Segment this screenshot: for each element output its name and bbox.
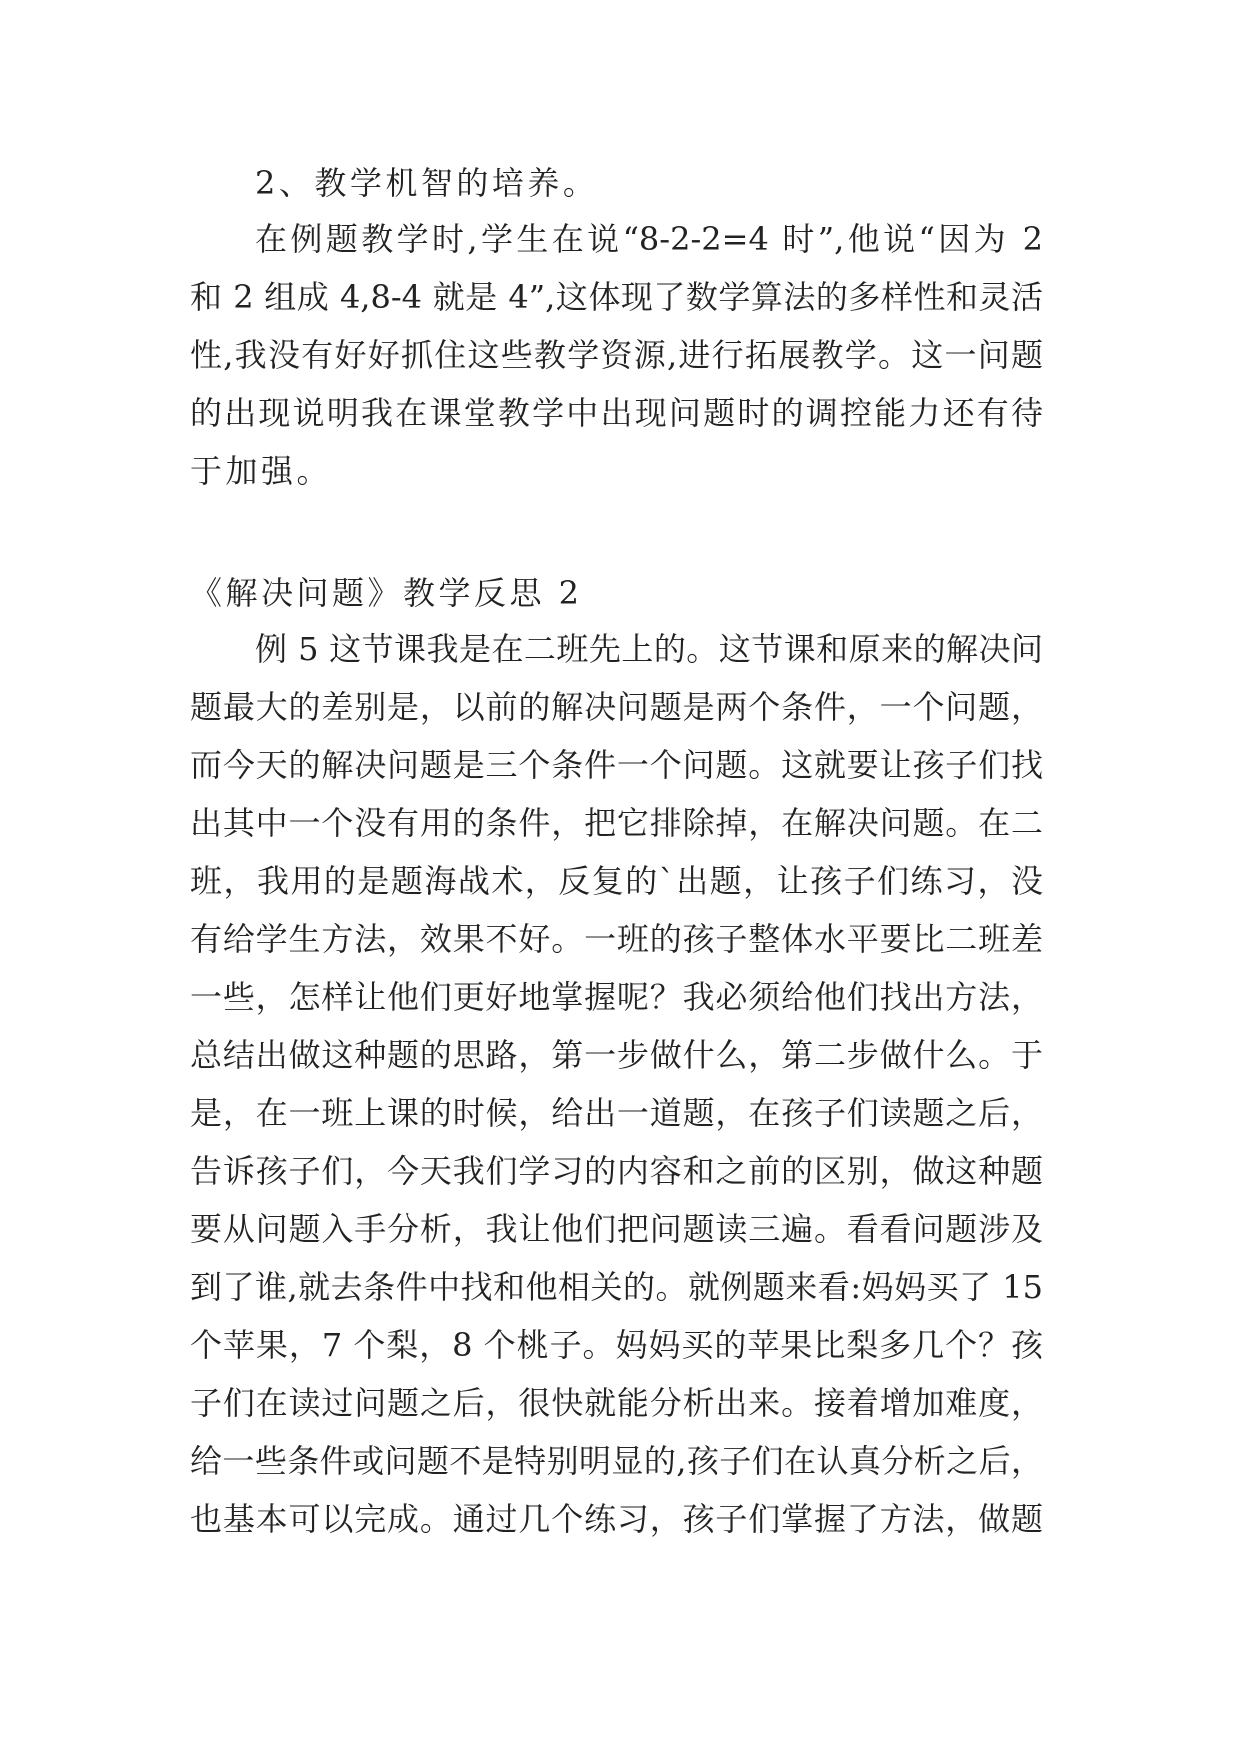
paragraph-line: 是，在一班上课的时候，给出一道题，在孩子们读题之后， bbox=[190, 1094, 1043, 1132]
paragraph-line: 一些，怎样让他们更好地掌握呢？我必须给他们找出方法， bbox=[190, 978, 1043, 1016]
paragraph-line: 个苹果，7 个梨，8 个桃子。妈妈买的苹果比梨多几个？孩 bbox=[190, 1326, 1043, 1364]
paragraph-line: 性,我没有好好抓住这些教学资源,进行拓展教学。这一问题 bbox=[190, 336, 1043, 374]
paragraph-line: 子们在读过问题之后，很快就能分析出来。接着增加难度， bbox=[190, 1384, 1043, 1422]
paragraph-line: 在例题教学时,学生在说“8-2-2=4 时”,他说“因为 2 bbox=[255, 220, 1043, 258]
paragraph-line: 于加强。 bbox=[190, 452, 333, 490]
paragraph-line: 告诉孩子们，今天我们学习的内容和之前的区别，做这种题 bbox=[190, 1152, 1043, 1190]
paragraph-line: 要从问题入手分析，我让他们把问题读三遍。看看问题涉及 bbox=[190, 1210, 1043, 1248]
section-title: 《解决问题》教学反思 2 bbox=[190, 574, 583, 612]
paragraph-line: 出其中一个没有用的条件，把它排除掉，在解决问题。在二 bbox=[190, 804, 1043, 842]
paragraph-line: 题最大的差别是，以前的解决问题是两个条件，一个问题， bbox=[190, 688, 1043, 726]
paragraph-line: 给一些条件或问题不是特别明显的,孩子们在认真分析之后， bbox=[190, 1442, 1043, 1480]
paragraph-line: 班，我用的是题海战术，反复的`出题，让孩子们练习，没 bbox=[190, 862, 1043, 900]
paragraph-line: 的出现说明我在课堂教学中出现问题时的调控能力还有待 bbox=[190, 394, 1043, 432]
paragraph-line: 而今天的解决问题是三个条件一个问题。这就要让孩子们找 bbox=[190, 746, 1043, 784]
paragraph-line: 总结出做这种题的思路，第一步做什么，第二步做什么。于 bbox=[190, 1036, 1043, 1074]
paragraph-line: 也基本可以完成。通过几个练习，孩子们掌握了方法，做题 bbox=[190, 1500, 1043, 1538]
paragraph-line: 和 2 组成 4,8-4 就是 4”,这体现了数学算法的多样性和灵活 bbox=[190, 278, 1043, 316]
paragraph-line: 到了谁,就去条件中找和他相关的。就例题来看:妈妈买了 15 bbox=[190, 1268, 1043, 1306]
paragraph-line: 有给学生方法，效果不好。一班的孩子整体水平要比二班差 bbox=[190, 920, 1043, 958]
paragraph-line: 例 5 这节课我是在二班先上的。这节课和原来的解决问 bbox=[255, 630, 1043, 668]
section-heading: 2、教学机智的培养。 bbox=[255, 164, 599, 202]
